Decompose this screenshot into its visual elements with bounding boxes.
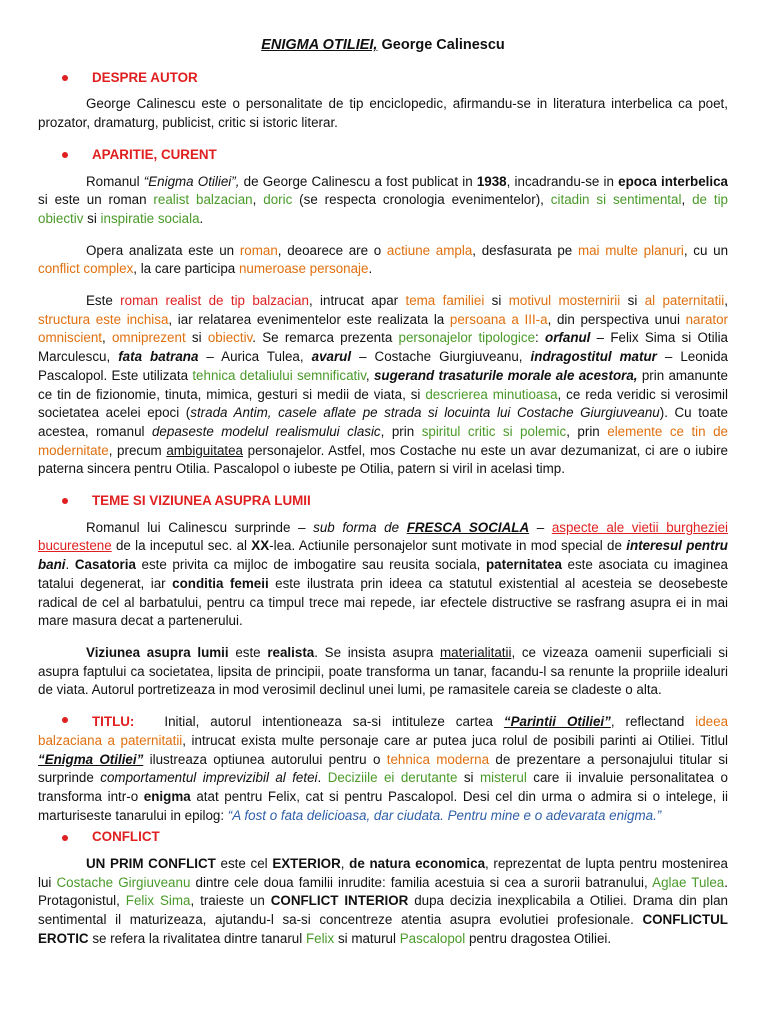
text-run: , reflectand — [610, 714, 696, 730]
text-run: realist balzacian — [153, 192, 253, 208]
text-run: , ce vizeaza oamenii superficiali si asupra faptului ca societatea, lipsita de principii, poate transforma un tanar, facandu-l sa renunte la propriile idealuri de viata. Autorul portretizeaza in mod verosimil declinul unei lumi, pe ramasitele careia se cladeste o alta. — [38, 644, 728, 698]
text-run: si maturul — [334, 930, 400, 946]
paragraph — [38, 242, 728, 279]
text-run: interesul pentru bani — [38, 538, 728, 573]
text-run: -lea. Actiunile personajelor sunt motivate in mod special de — [269, 538, 627, 554]
text-run: : — [535, 330, 546, 346]
text-run: , intrucat apar — [308, 293, 406, 309]
text-run: Romanul lui Calinescu surprinde – — [86, 519, 314, 535]
text-run: Felix Sima — [125, 893, 191, 909]
paragraph — [38, 95, 728, 132]
text-run: – — [529, 519, 552, 535]
text-run: sub forma de — [313, 519, 407, 535]
section-heading-conflict: CONFLICT — [38, 828, 728, 847]
text-run: , reprezentat de lupta pentru mostenirea lui — [38, 856, 728, 890]
text-run: , din perspectiva unui — [547, 311, 686, 327]
text-run: , intrucat exista multe personaje care ar putea juca rolul de posibili parinti ai Otiliei. Titlul — [182, 732, 728, 748]
text-run: . Protagonistul, — [38, 874, 728, 909]
text-run: este — [228, 644, 268, 660]
text-run: Casatoria — [74, 557, 136, 573]
text-run: indragostitul matur — [530, 349, 657, 365]
section-heading-teme: TEME SI VIZIUNEA ASUPRA LUMII — [38, 492, 728, 511]
text-run: conditia femeii — [172, 575, 269, 591]
text-run: structura este inchisa — [38, 311, 169, 327]
text-run: sugerand trasaturile morale ale acestora, — [373, 367, 638, 383]
text-run: obiectiv — [207, 330, 253, 346]
text-run: depaseste modelul realismului clasic — [151, 423, 381, 439]
text-run: tehnica moderna — [386, 751, 490, 767]
text-run: , — [102, 330, 112, 346]
text-run: dintre cele doua familii inrudite: familia acestuia si cea a surorii batranului, — [190, 874, 653, 890]
text-run: “Enigma Otiliei”, — [143, 173, 240, 189]
text-run: persoana a III-a — [449, 311, 548, 327]
text-run: de tip obiectiv — [38, 192, 729, 226]
text-run: numeroase personaje — [238, 261, 369, 277]
text-run: ilustreaza optiunea autorului pentru o — [143, 751, 387, 767]
text-run: . — [368, 261, 373, 277]
text-run: paternitatea — [485, 557, 562, 573]
text-run: comportamentul imprevizibil al fetei — [100, 770, 318, 786]
text-run: avarul — [311, 349, 352, 365]
text-run: . Se insista asupra — [314, 644, 440, 660]
text-run: ideea balzaciana a paternitatii — [38, 714, 729, 748]
text-run: Romanul — [86, 173, 144, 189]
text-run: motivul mosternirii — [508, 293, 621, 309]
text-run: George Calinescu este o personalitate de tip enciclopedic, afirmandu-se in literatura interbelica ca poet, prozator, dramaturg, publicist, critic si istoric literar. — [38, 96, 728, 131]
text-run: strada Antim, casele aflate pe strada si locuinta lui Costache Giurgiuveanu — [190, 405, 660, 421]
text-run: epoca interbelica — [618, 173, 729, 189]
text-run: , la care participa — [133, 261, 239, 277]
text-run: prin amanunte ce tin de fizionomie, tinuta, mimica, gesturi si medii de viata, si — [38, 367, 728, 402]
text-run: narator omniscient — [38, 311, 729, 346]
bullet-icon — [62, 717, 68, 723]
text-run: se refera la rivalitatea dintre tanarul — [88, 930, 306, 946]
text-run: este asociata cu imaginea tatalui degenerat, iar — [38, 557, 728, 591]
text-run: misterul — [479, 770, 527, 786]
text-run: , iar relatarea evenimentelor este realizata la — [168, 311, 450, 327]
text-run: fata batrana — [118, 349, 199, 365]
document-title — [38, 36, 728, 55]
text-run: dupa decizia inexplicabila a Otiliei. Drama din plan sentimental il maturizeaza, ajutandu-l sa-si concentreze atentia asupra evolutiei profesionale. — [38, 893, 728, 928]
text-run: personajelor tipologice — [398, 330, 536, 346]
text-run: XX — [251, 538, 270, 554]
paragraph — [38, 644, 728, 700]
text-run: este ilustrata prin ideea ca statutul existential al acesteia se deosebeste radical de cel al barbatului, pentru ca timpul trece mai repede, iar efectele distructive se rasfrang asupra ei in mai mare masura decat a partenerului. — [38, 575, 728, 629]
text-run: ). Cu toate acestea, romanul — [38, 405, 728, 439]
text-run: “Parintii Otiliei” — [503, 714, 611, 730]
text-run: este cel — [215, 856, 273, 872]
text-run: citadin si sentimental — [550, 192, 682, 208]
text-run: , — [724, 293, 728, 309]
text-run: , traieste un — [190, 893, 271, 909]
paragraph — [38, 292, 728, 479]
text-run: “Enigma Otiliei” — [38, 751, 144, 767]
text-run: Felix — [305, 930, 335, 946]
text-run: , — [365, 367, 374, 383]
text-run: , ce reda veridic si verosimil societatea acelei epoci ( — [38, 386, 728, 421]
text-run: si — [83, 210, 101, 226]
text-run: UN PRIM CONFLICT — [86, 856, 216, 872]
text-run: descrierea minutioasa — [425, 386, 558, 402]
text-run: inspiratie sociala — [100, 210, 200, 226]
text-run: , — [252, 192, 264, 208]
text-run: , cu un — [683, 242, 729, 258]
text-run: conflict complex — [38, 261, 134, 277]
text-run: , incadrandu-se in — [506, 173, 619, 189]
text-run: si este un roman — [38, 192, 154, 208]
text-run: materialitatii — [440, 644, 512, 660]
text-run: Initial, autorul intentioneaza sa-si intituleze cartea — [164, 714, 504, 730]
text-run: Deciziile ei derutante — [327, 770, 458, 786]
text-run: – Felix Sima si Otilia Marculescu, — [38, 330, 728, 365]
text-run: “A fost o fata delicioasa, dar ciudata. Pentru mine e o adevarata enigma.” — [227, 807, 662, 823]
text-run: – Aurica Tulea, — [198, 349, 312, 365]
text-run: (se respecta cronologia evenimentelor), — [292, 192, 551, 208]
paragraph — [38, 173, 728, 229]
titlu-paragraph — [38, 713, 728, 825]
work-title: ENIGMA OTILIEI, — [261, 37, 378, 53]
text-run: doric — [263, 192, 293, 208]
text-run: de prezentare a personajului titular si surprinde — [38, 751, 729, 786]
text-run: mai multe planuri — [577, 242, 684, 258]
author-name: George Calinescu — [377, 37, 505, 53]
text-run: . — [199, 210, 204, 226]
text-run: , precum — [108, 442, 167, 458]
text-run: EXTERIOR — [272, 856, 341, 872]
section-heading-aparitie: APARITIE, CURENT — [38, 146, 728, 165]
text-run: , deoarece are o — [277, 242, 387, 258]
text-run: Viziunea asupra lumii — [86, 644, 229, 660]
text-run: tehnica detaliului semnificativ — [192, 367, 366, 383]
text-run: Aglae Tulea — [652, 874, 725, 890]
text-run: realista — [267, 644, 315, 660]
text-run: CONFLICTUL EROTIC — [38, 912, 728, 946]
paragraph — [38, 519, 728, 631]
text-run: Costache Girgiuveanu — [56, 874, 191, 890]
text-run: 1938 — [476, 173, 507, 189]
bullet-icon — [62, 498, 68, 504]
text-run: Opera analizata este un — [86, 242, 240, 258]
text-run: si — [620, 293, 645, 309]
text-run: FRESCA SOCIALA — [406, 519, 530, 535]
text-run: actiune ampla — [386, 242, 473, 258]
text-run: si — [185, 330, 208, 346]
text-run: – Leonida Pascalopol. Este utilizata — [38, 349, 728, 383]
text-run: omniprezent — [111, 330, 186, 346]
text-run: aspecte ale vietii burgheziei bucurestene — [38, 519, 728, 554]
text-run: roman realist de tip balzacian — [120, 293, 309, 309]
text-run: de natura economica — [349, 856, 486, 872]
bullet-icon — [62, 835, 68, 841]
text-run: Pascalopol — [399, 930, 466, 946]
bullet-icon — [62, 75, 68, 81]
text-run: , — [681, 192, 693, 208]
bullet-icon — [62, 152, 68, 158]
section-heading-titlu: TITLU: — [92, 714, 135, 730]
text-run: personajelor. Astfel, mos Costache nu este un avar dezumanizat, ci are o iubire paterna sincera pentru Otilia. Pascalopol o iubeste pe Otilia, patern si viril in acelasi timp. — [38, 442, 728, 477]
text-run: , desfasurata pe — [472, 242, 578, 258]
section-heading-despre-autor: DESPRE AUTOR — [38, 69, 728, 88]
text-run: , prin — [380, 423, 422, 439]
text-run: de George Calinescu a fost publicat in — [239, 173, 477, 189]
text-run: este privita ca mijloc de imbogatire sau reusita sociala, — [135, 557, 486, 573]
text-run: care ii invaluie personalitatea o transforma intr-o — [38, 770, 728, 804]
text-run: Este — [86, 293, 121, 309]
text-run: . — [65, 557, 75, 573]
text-run: CONFLICT INTERIOR — [270, 893, 409, 909]
text-run: atat pentru Felix, cat si pentru Pascalopol. Desi cel din urma o admira si o intelege, ii marturiseste tanarului in epilog: — [38, 788, 728, 823]
text-run: al paternitatii — [644, 293, 725, 309]
text-run: spiritul critic si polemic — [421, 423, 567, 439]
text-run: roman — [239, 242, 278, 258]
text-run: . — [317, 770, 328, 786]
text-run: pentru dragostea Otiliei. — [465, 930, 612, 946]
text-run: enigma — [143, 788, 191, 804]
text-run: . Se remarca prezenta — [252, 330, 399, 346]
text-run: si — [484, 293, 509, 309]
paragraph — [38, 855, 728, 949]
text-run: – Costache Giurgiuveanu, — [351, 349, 531, 365]
text-run: , prin — [566, 423, 608, 439]
text-run: orfanul — [545, 330, 591, 346]
text-run: si — [457, 770, 480, 786]
text-run: elemente ce tin de modernitate — [38, 423, 728, 458]
text-run: , — [340, 856, 350, 872]
text-run: ambiguitatea — [166, 442, 244, 458]
text-run: tema familiei — [405, 293, 485, 309]
text-run: de la inceputul sec. al — [111, 538, 252, 554]
